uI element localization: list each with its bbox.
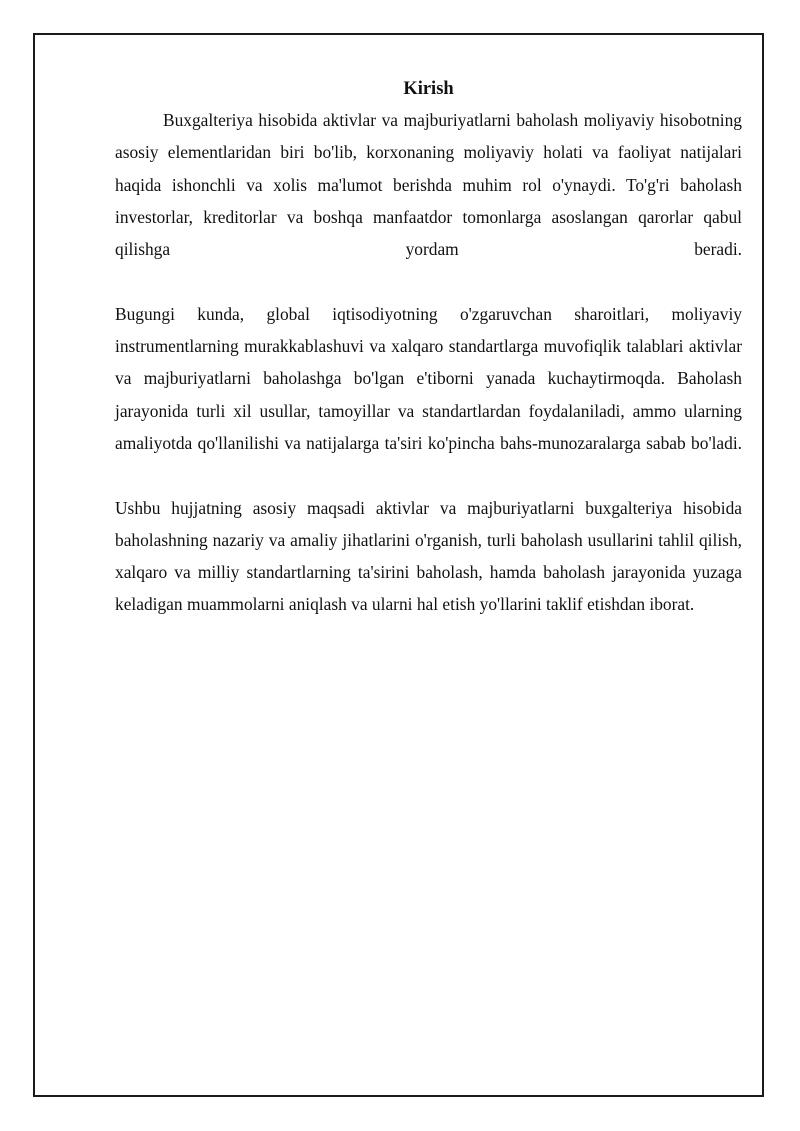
document-body (115, 74, 742, 621)
paragraph-purpose: Ushbu hujjatning asosiy maqsadi aktivlar va majburiyatlarni buxgalteriya hisobida baholashning nazariy va amaliy jihatlarini o'rganish, turli baholash usullarini tahlil qilish, xalqaro va milliy standartlarning ta'sirini baholash, hamda baholash jarayonida yuzaga keladigan muammolarni aniqlash va ularni hal etish yo'llarini taklif etishdan iborat. (115, 497, 742, 615)
paragraph-context: Bugungi kunda, global iqtisodiyotning o'zgaruvchan sharoitlari, moliyaviy instrumentlarning murakkablashuvi va xalqaro standartlarga muvofiqlik talablari aktivlar va majburiyatlarni baholashga bo'lgan e'tiborni yanada kuchaytirmoqda. Baholash jarayonida turli xil usullar, tamoyillar va standartlardan foydalaniladi, ammo ularning amaliyotda qo'llanilishi va natijalarga ta'siri ko'pincha bahs-munozaralarga sabab bo'ladi. (115, 303, 742, 453)
paragraph-intro: Buxgalteriya hisobida aktivlar va majburiyatlarni baholash moliyaviy hisobotning asosiy elementlaridan biri bo'lib, korxonaning moliyaviy holati va faoliyat natijalari haqida ishonchli va xolis ma'lumot berishda muhim rol o'ynaydi. To'g'ri baholash investorlar, kreditorlar va boshqa manfaatdor tomonlarga asoslangan qarorlar qabul qilishga yordam beradi. (115, 110, 742, 260)
paragraph-spacer (115, 265, 742, 297)
document-title: Kirish (403, 79, 454, 99)
paragraph-spacer (115, 459, 742, 491)
